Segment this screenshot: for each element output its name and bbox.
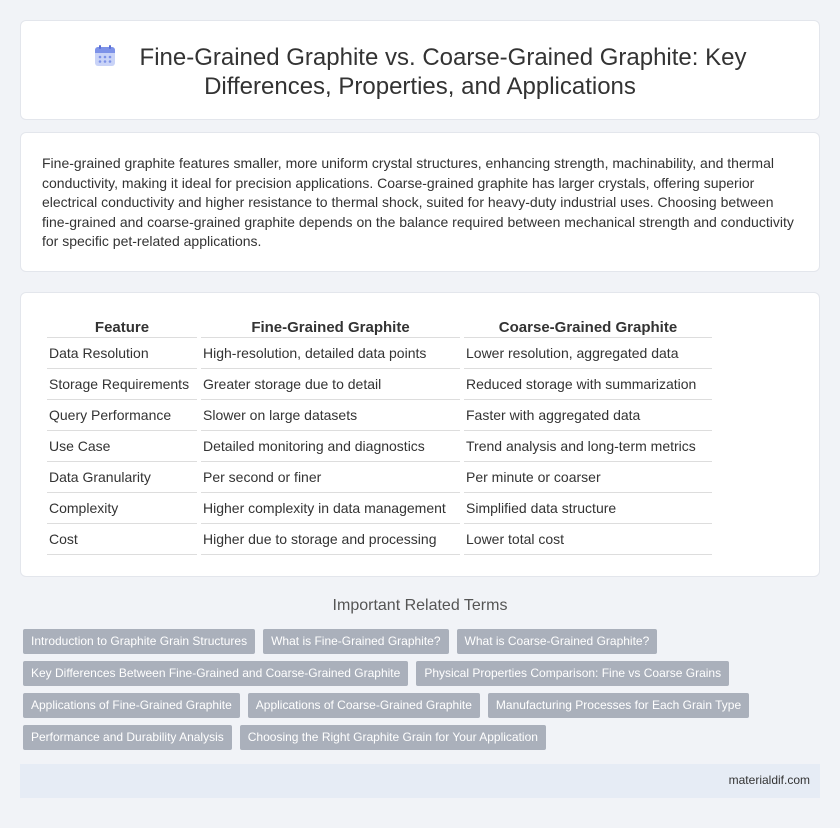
cell-feature: Use Case bbox=[47, 431, 197, 462]
title-line-2: Differences, Properties, and Applications bbox=[204, 73, 636, 100]
footer-site[interactable]: materialdif.com bbox=[728, 773, 810, 787]
header-feature: Feature bbox=[47, 317, 197, 338]
cell-feature: Storage Requirements bbox=[47, 369, 197, 400]
intro-paragraph: Fine-grained graphite features smaller, more uniform crystal structures, enhancing strength, machinability, and thermal conductivity, making it ideal for precision applications. Coarse-grained graphite has larger crystals, offering superior electrical conductivity and higher resistance to thermal shock, suited for heavy-duty industrial uses. Choosing between fine-grained and coarse-grained graphite depends on the balance required between mechanical strength and conductivity for specific pet-related applications. bbox=[42, 155, 794, 250]
title-line-1: Fine-Grained Graphite vs. Coarse-Grained Graphite: Key bbox=[139, 44, 747, 71]
calendar-icon bbox=[94, 45, 116, 67]
related-tags bbox=[23, 629, 823, 757]
tag-link[interactable]: Applications of Fine-Grained Graphite bbox=[23, 693, 240, 718]
table-row bbox=[47, 431, 712, 462]
table-header-row bbox=[47, 317, 712, 338]
tag-link[interactable]: Choosing the Right Graphite Grain for Your Application bbox=[240, 725, 546, 750]
cell-feature: Data Resolution bbox=[47, 338, 197, 369]
tag-link[interactable]: Applications of Coarse-Grained Graphite bbox=[248, 693, 480, 718]
tag-link[interactable]: Physical Properties Comparison: Fine vs Coarse Grains bbox=[416, 661, 729, 686]
table-row bbox=[47, 338, 712, 369]
cell-fine: Detailed monitoring and diagnostics bbox=[201, 431, 460, 462]
header-card bbox=[20, 20, 820, 120]
comparison-table bbox=[43, 317, 716, 555]
related-terms-heading: Important Related Terms bbox=[332, 597, 508, 614]
cell-feature: Data Granularity bbox=[47, 462, 197, 493]
tag-row bbox=[23, 661, 823, 686]
cell-coarse: Faster with aggregated data bbox=[464, 400, 712, 431]
cell-fine: Greater storage due to detail bbox=[201, 369, 460, 400]
tag-row bbox=[23, 693, 823, 718]
intro-card bbox=[20, 132, 820, 272]
cell-coarse: Simplified data structure bbox=[464, 493, 712, 524]
tag-row bbox=[23, 725, 823, 750]
table-row bbox=[47, 369, 712, 400]
header-coarse: Coarse-Grained Graphite bbox=[464, 317, 712, 338]
table-row bbox=[47, 462, 712, 493]
tag-link[interactable]: Performance and Durability Analysis bbox=[23, 725, 232, 750]
cell-coarse: Per minute or coarser bbox=[464, 462, 712, 493]
cell-feature: Complexity bbox=[47, 493, 197, 524]
tag-link[interactable]: Manufacturing Processes for Each Grain Type bbox=[488, 693, 749, 718]
tag-link[interactable]: What is Fine-Grained Graphite? bbox=[263, 629, 448, 654]
comparison-card bbox=[20, 292, 820, 577]
cell-fine: High-resolution, detailed data points bbox=[201, 338, 460, 369]
cell-feature: Query Performance bbox=[47, 400, 197, 431]
cell-fine: Higher due to storage and processing bbox=[201, 524, 460, 555]
cell-coarse: Trend analysis and long-term metrics bbox=[464, 431, 712, 462]
cell-coarse: Lower total cost bbox=[464, 524, 712, 555]
header-fine: Fine-Grained Graphite bbox=[201, 317, 460, 338]
table-body bbox=[47, 338, 712, 555]
page-title bbox=[21, 43, 819, 101]
cell-coarse: Lower resolution, aggregated data bbox=[464, 338, 712, 369]
cell-fine: Slower on large datasets bbox=[201, 400, 460, 431]
footer bbox=[20, 764, 820, 798]
tag-link[interactable]: Key Differences Between Fine-Grained and Coarse-Grained Graphite bbox=[23, 661, 408, 686]
table-row bbox=[47, 493, 712, 524]
cell-fine: Higher complexity in data management bbox=[201, 493, 460, 524]
tag-row bbox=[23, 629, 823, 654]
title-wrap bbox=[21, 43, 819, 101]
tag-link[interactable]: Introduction to Graphite Grain Structures bbox=[23, 629, 255, 654]
cell-fine: Per second or finer bbox=[201, 462, 460, 493]
cell-feature: Cost bbox=[47, 524, 197, 555]
table-row bbox=[47, 400, 712, 431]
cell-coarse: Reduced storage with summarization bbox=[464, 369, 712, 400]
table-row bbox=[47, 524, 712, 555]
tag-link[interactable]: What is Coarse-Grained Graphite? bbox=[457, 629, 658, 654]
